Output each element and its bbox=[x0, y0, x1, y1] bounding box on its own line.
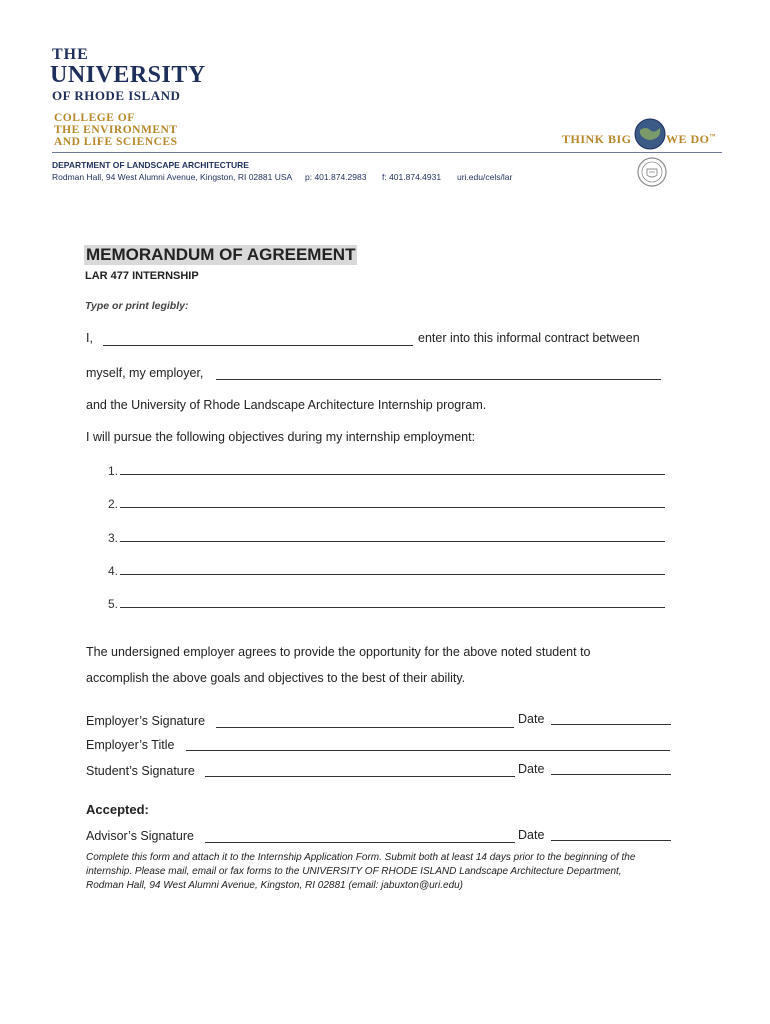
employer-statement-line2: accomplish the above goals and objectives to the best of their ability. bbox=[86, 671, 466, 685]
advisor-date-field[interactable] bbox=[551, 840, 671, 841]
slogan-we-do: WE DO™ bbox=[666, 132, 717, 146]
employer-statement-line1: The undersigned employer agrees to provide the opportunity for the above noted student to bbox=[86, 645, 591, 659]
program-statement: and the University of Rhode Landscape Architecture Internship program. bbox=[86, 398, 487, 412]
department-name: DEPARTMENT OF LANDSCAPE ARCHITECTURE bbox=[52, 160, 249, 170]
advisor-signature-field[interactable] bbox=[205, 842, 515, 843]
employer-name-field[interactable] bbox=[216, 379, 661, 380]
advisor-signature-label: Advisor’s Signature bbox=[86, 829, 194, 843]
logo-the: THE bbox=[52, 46, 89, 63]
objective-number: 4. bbox=[108, 564, 119, 578]
employer-date-label: Date bbox=[518, 712, 545, 726]
student-date-field[interactable] bbox=[551, 774, 671, 775]
memo-title: MEMORANDUM OF AGREEMENT bbox=[86, 245, 356, 264]
globe-icon bbox=[634, 118, 666, 150]
department-address: Rodman Hall, 94 West Alumni Avenue, Kingston, RI 02881 USA bbox=[52, 172, 293, 182]
advisor-date-label: Date bbox=[518, 828, 545, 842]
objective-field-5[interactable] bbox=[120, 607, 665, 608]
employer-date-field[interactable] bbox=[551, 724, 671, 725]
line1-suffix: enter into this informal contract between bbox=[418, 331, 640, 345]
accepted-heading: Accepted: bbox=[86, 802, 149, 817]
department-website[interactable]: uri.edu/cels/lar bbox=[457, 172, 513, 182]
student-signature-label: Student’s Signature bbox=[86, 764, 195, 778]
employer-title-label: Employer’s Title bbox=[86, 738, 175, 752]
employer-signature-field[interactable] bbox=[216, 727, 514, 728]
objective-number: 3. bbox=[108, 531, 119, 545]
objectives-intro: I will pursue the following objectives during my internship employment: bbox=[86, 430, 476, 444]
college-line-1: COLLEGE OF bbox=[54, 112, 135, 124]
objective-field-2[interactable] bbox=[120, 507, 665, 508]
university-seal-icon bbox=[636, 156, 668, 188]
department-phone: p: 401.874.2983 bbox=[305, 172, 367, 182]
employer-title-field[interactable] bbox=[186, 750, 670, 751]
student-name-field[interactable] bbox=[103, 345, 413, 346]
objective-number: 1. bbox=[108, 464, 119, 478]
college-line-2: THE ENVIRONMENT bbox=[54, 124, 178, 136]
slogan-think-big: THINK BIG bbox=[562, 132, 632, 146]
footer-instructions-line1: Complete this form and attach it to the Internship Application Form. Submit both at least 14 days prior to the beginning of the bbox=[86, 852, 636, 863]
instruction-text: Type or print legibly: bbox=[85, 300, 189, 312]
objective-field-4[interactable] bbox=[120, 574, 665, 575]
student-date-label: Date bbox=[518, 762, 545, 776]
header-divider bbox=[52, 152, 722, 153]
college-line-3: AND LIFE SCIENCES bbox=[54, 136, 178, 148]
employer-signature-label: Employer’s Signature bbox=[86, 714, 206, 728]
line2-prefix: myself, my employer, bbox=[86, 366, 204, 380]
objective-field-1[interactable] bbox=[120, 474, 665, 475]
footer-instructions-line3: Rodman Hall, 94 West Alumni Avenue, Kingston, RI 02881 (email: jabuxton@uri.edu) bbox=[86, 880, 464, 891]
objective-field-3[interactable] bbox=[120, 541, 665, 542]
memo-subtitle: LAR 477 INTERNSHIP bbox=[85, 270, 199, 282]
logo-university: UNIVERSITY bbox=[50, 62, 206, 88]
footer-instructions-line2: internship. Please mail, email or fax forms to the UNIVERSITY OF RHODE ISLAND Landscape Architecture Department, bbox=[86, 866, 622, 877]
department-fax: f: 401.874.4931 bbox=[382, 172, 442, 182]
student-signature-field[interactable] bbox=[205, 776, 515, 777]
logo-of-rhode-island: OF RHODE ISLAND bbox=[52, 88, 181, 103]
line1-prefix: I, bbox=[86, 331, 93, 345]
objective-number: 5. bbox=[108, 597, 119, 611]
objective-number: 2. bbox=[108, 497, 119, 511]
